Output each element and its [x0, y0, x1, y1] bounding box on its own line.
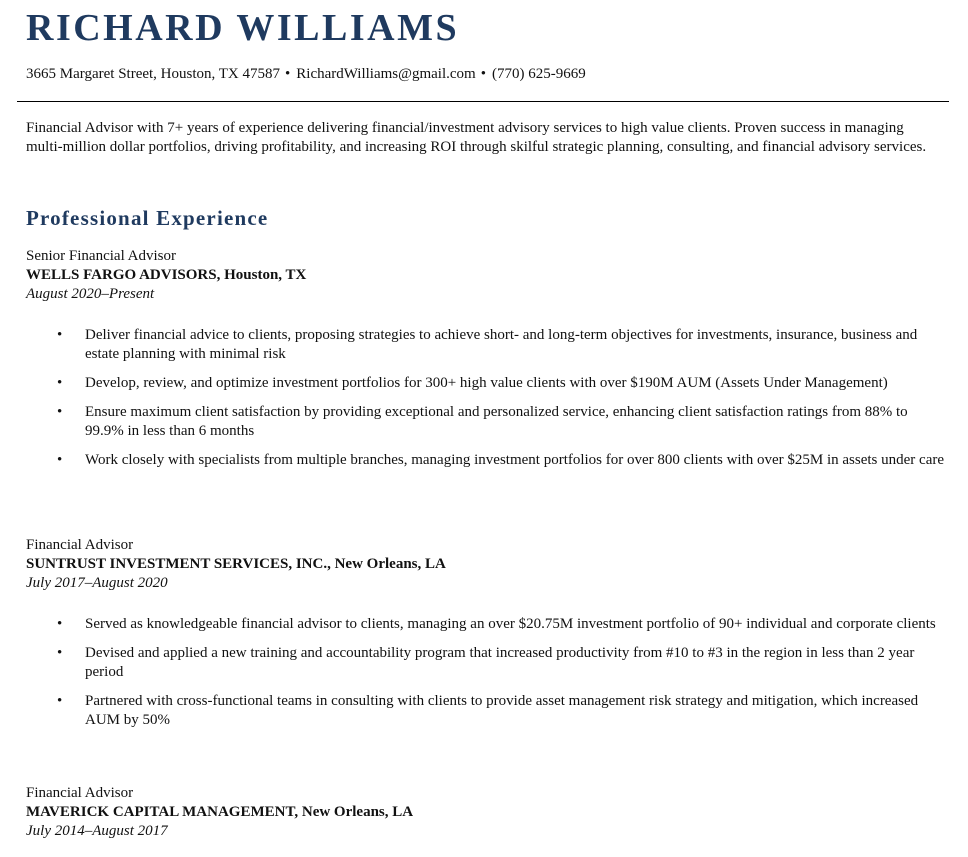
- company-location: New Orleans, LA: [301, 804, 414, 820]
- bullet-item: [26, 326, 944, 364]
- bullet-item: [26, 644, 944, 682]
- company-location: Houston, TX: [224, 267, 307, 283]
- contact-address: 3665 Margaret Street, Houston, TX 47587: [26, 66, 280, 82]
- bullet-text: Develop, review, and optimize investment portfolios for 300+ high value clients with over $190M AUM (Assets Under Management): [85, 375, 888, 391]
- header-divider: [17, 101, 949, 102]
- bullet-dot-icon: •: [57, 616, 63, 632]
- bullet-dot-icon: •: [57, 645, 63, 661]
- contact-line: [26, 66, 586, 83]
- job-entry: [26, 247, 944, 480]
- contact-email: RichardWilliams@gmail.com: [296, 66, 476, 82]
- company-location: New Orleans, LA: [334, 556, 446, 572]
- job-dates: July 2014–August 2017: [26, 823, 168, 839]
- job-dates: July 2017–August 2020: [26, 575, 168, 591]
- bullet-text: Work closely with specialists from multiple branches, managing investment portfolios for over 800 clients with over $25M in assets under care: [85, 452, 945, 468]
- bullet-dot-icon: •: [57, 404, 63, 420]
- contact-phone: (770) 625-9669: [491, 66, 586, 82]
- bullet-text: Partnered with cross-functional teams in consulting with clients to provide asset management risk strategy and mitigation, which increased AUM by 50%: [85, 693, 919, 728]
- job-title: Senior Financial Advisor: [26, 248, 176, 264]
- job-bullets: [26, 326, 944, 470]
- bullet-dot-icon: •: [57, 693, 63, 709]
- bullet-item: [26, 451, 944, 470]
- bullet-text: Ensure maximum client satisfaction by providing exceptional and personalized service, enhancing client satisfaction ratings from 88% to 99.9% in less than 6 months: [85, 404, 908, 439]
- contact-separator: •: [285, 66, 291, 82]
- candidate-name: RICHARD WILLIAMS: [26, 7, 460, 49]
- job-entry: [26, 536, 944, 740]
- bullet-item: [26, 374, 944, 393]
- bullet-text: Deliver financial advice to clients, proposing strategies to achieve short- and long-term objectives for investments, insurance, business and estate planning with minimal risk: [85, 327, 918, 362]
- bullet-item: [26, 403, 944, 441]
- bullet-item: [26, 615, 944, 634]
- bullet-text: Served as knowledgeable financial advisor to clients, managing an over $20.75M investment portfolio of 90+ individual and corporate clients: [85, 616, 936, 632]
- section-title-experience: Professional Experience: [26, 206, 269, 230]
- job-dates: August 2020–Present: [26, 286, 155, 302]
- job-entry: [26, 784, 944, 841]
- bullet-item: [26, 692, 944, 730]
- company-name: SUNTRUST INVESTMENT SERVICES, INC.,: [26, 556, 331, 572]
- company-name: WELLS FARGO ADVISORS,: [26, 267, 221, 283]
- job-company: [26, 803, 944, 822]
- bullet-text: Devised and applied a new training and accountability program that increased productivity from #10 to #3 in the region in less than 2 year period: [85, 645, 915, 680]
- bullet-dot-icon: •: [57, 452, 63, 468]
- company-name: MAVERICK CAPITAL MANAGEMENT,: [26, 804, 299, 820]
- job-company: [26, 555, 944, 574]
- bullet-dot-icon: •: [57, 327, 63, 343]
- job-company: [26, 266, 944, 285]
- job-bullets: [26, 615, 944, 730]
- job-title: Financial Advisor: [26, 785, 134, 801]
- contact-separator: •: [480, 66, 486, 82]
- job-title: Financial Advisor: [26, 537, 134, 553]
- professional-summary: Financial Advisor with 7+ years of experience delivering financial/investment advisory services to high value clients. Proven success in managing multi-million dollar portfolios, driving profitability, and increasing ROI through skilful strategic planning, consulting, and financial advisory services.: [26, 120, 927, 155]
- bullet-dot-icon: •: [57, 375, 63, 391]
